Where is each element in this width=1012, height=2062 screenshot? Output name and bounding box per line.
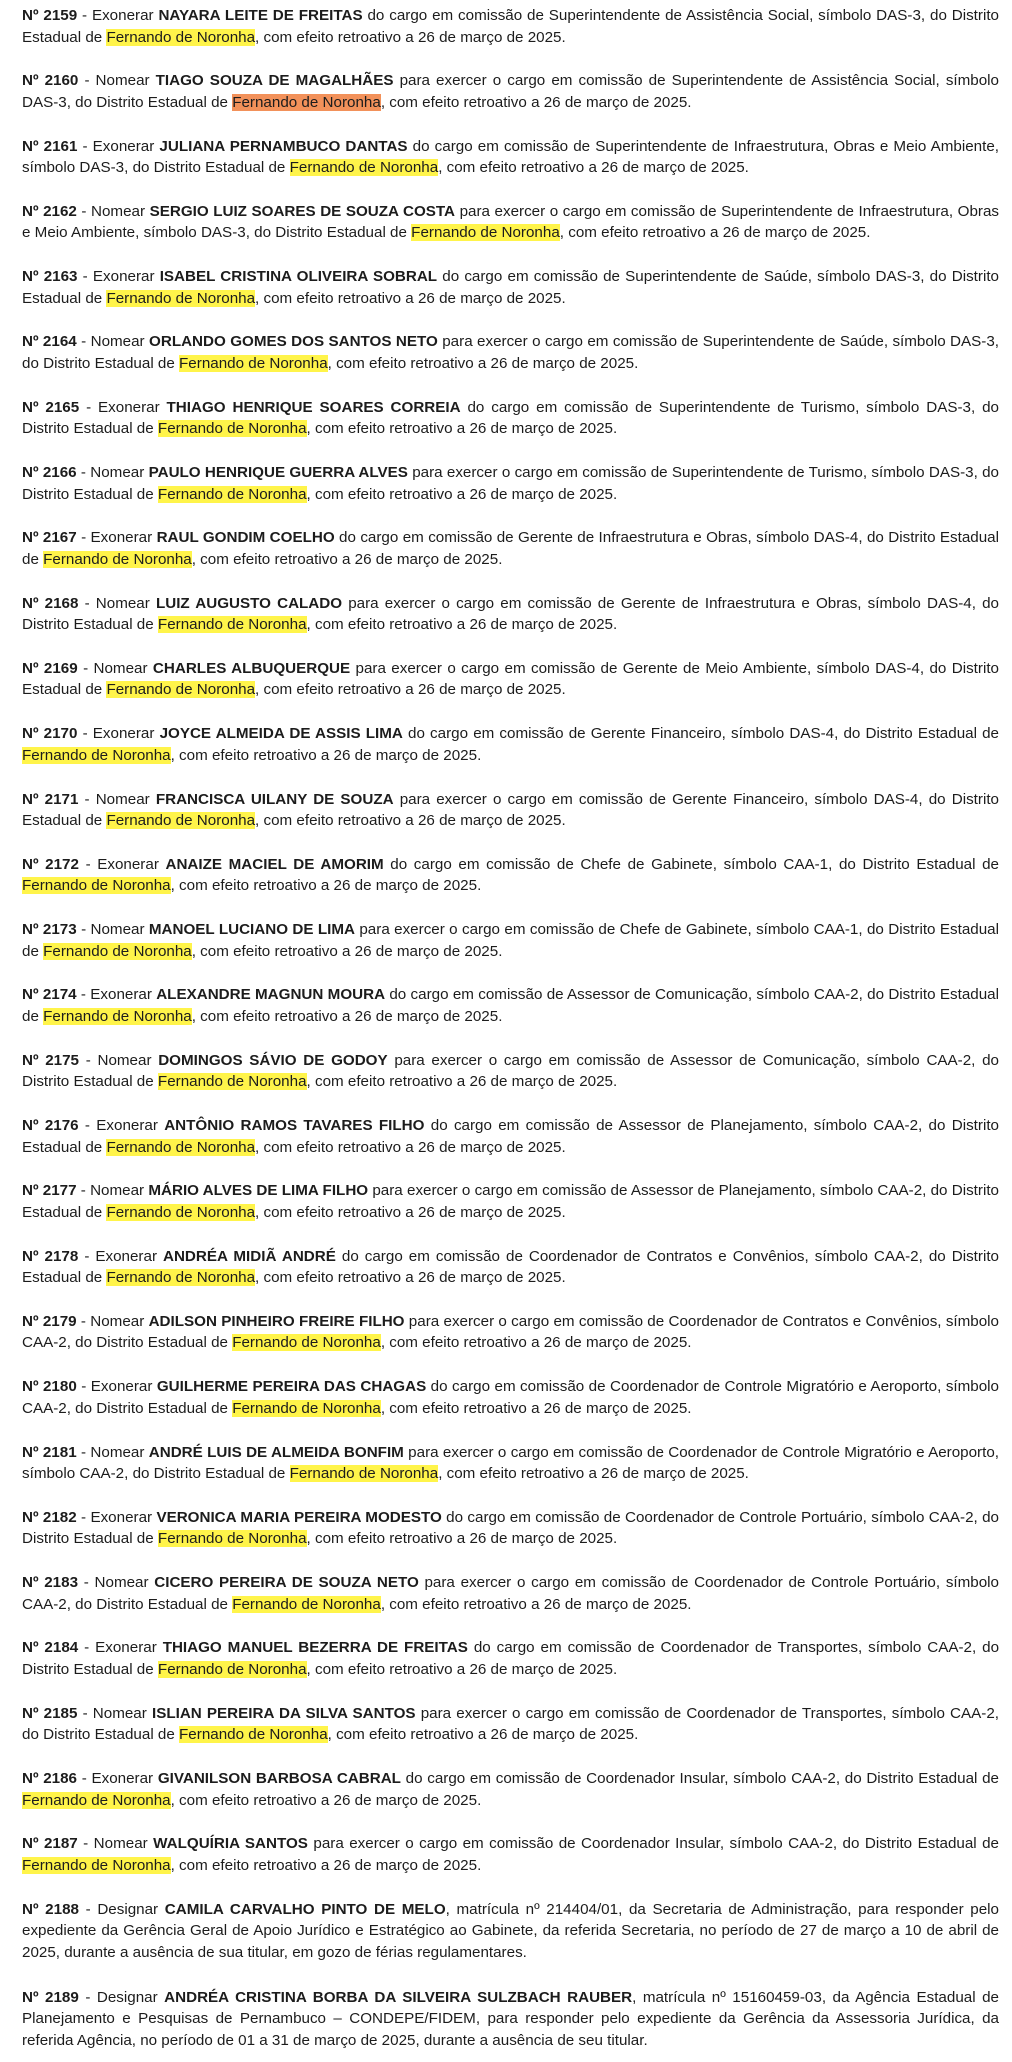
person-name: ANDRÉA CRISTINA BORBA DA SILVEIRA SULZBACH RAUBER: [164, 1988, 633, 2006]
person-name: GIVANILSON BARBOSA CABRAL: [157, 1770, 401, 1788]
person-name: LUIZ AUGUSTO CALADO: [155, 594, 343, 612]
highlighted-place: Fernando de Noronha: [22, 746, 171, 764]
entry-action: - Nomear: [79, 1051, 159, 1069]
highlighted-place: Fernando de Noronha: [179, 1726, 328, 1744]
entry-text: do cargo em comissão de Gerente Financeiro, símbolo DAS-4, do Distrito Estadual de: [402, 725, 1000, 743]
decree-entry: [22, 658, 999, 701]
decree-entry: [22, 723, 999, 766]
entry-text-tail: , com efeito retroativo a 26 de março de 2025.: [191, 550, 503, 568]
highlighted-place: Fernando de Noronha: [179, 354, 328, 372]
person-name: TIAGO SOUZA DE MAGALHÃES: [155, 72, 394, 90]
entry-text: do cargo em comissão de Coordenador de Transportes, símbolo CAA-2, do Distrito Estadual de: [22, 1639, 1000, 1678]
entry-text: do cargo em comissão de Superintendente de Turismo, símbolo DAS-3, do Distrito Estadual de: [22, 398, 999, 438]
entry-action: - Nomear: [78, 594, 156, 612]
entry-text-tail: , com efeito retroativo a 26 de março de 2025.: [255, 1138, 566, 1156]
entry-number: Nº 2183: [22, 1574, 79, 1592]
entry-text-tail: , com efeito retroativo a 26 de março de 2025.: [170, 746, 482, 764]
decree-entry: [22, 331, 999, 374]
decree-entry: [22, 854, 999, 897]
person-name: ANAIZE MACIEL DE AMORIM: [165, 855, 384, 873]
entry-number: Nº 2175: [22, 1051, 80, 1069]
person-name: THIAGO MANUEL BEZERRA DE FREITAS: [162, 1639, 468, 1657]
entry-number: Nº 2169: [22, 659, 78, 677]
decree-entry: [22, 789, 999, 832]
entry-text: para exercer o cargo em comissão de Gerente de Meio Ambiente, símbolo DAS-4, do Distrito Estadual de: [22, 659, 999, 699]
entry-action: - Nomear: [78, 72, 156, 90]
decree-entry: [22, 1115, 999, 1158]
person-name: WALQUÍRIA SANTOS: [153, 1835, 308, 1853]
decree-entry: [22, 527, 999, 570]
highlighted-place: Fernando de Noronha: [232, 1399, 381, 1417]
highlighted-place: Fernando de Noronha: [106, 1138, 256, 1156]
entry-text-tail: , com efeito retroativo a 26 de março de 2025.: [255, 1203, 566, 1221]
entry-text: para exercer o cargo em comissão de Coordenador de Controle Migratório e Aeroporto, símbolo CAA-2, do Distrito Estadual de: [22, 1443, 999, 1483]
person-name: DOMINGOS SÁVIO DE GODOY: [158, 1051, 388, 1069]
person-name: PAULO HENRIQUE GUERRA ALVES: [148, 464, 408, 482]
entry-text-tail: , com efeito retroativo a 26 de março de 2025.: [255, 681, 566, 699]
entry-action: - Exonerar: [79, 398, 167, 416]
person-name: FRANCISCA UILANY DE SOUZA: [155, 790, 394, 808]
entry-text-tail: , com efeito retroativo a 26 de março de 2025.: [438, 1465, 749, 1483]
decree-entry: [22, 1833, 999, 1876]
person-name: ANDRÉA MIDIÃ ANDRÉ: [163, 1247, 336, 1265]
entry-text-tail: , com efeito retroativo a 26 de março de 2025.: [380, 1595, 692, 1613]
decree-entry: [22, 593, 999, 636]
entry-number: Nº 2171: [22, 790, 79, 808]
highlighted-place: Fernando de Noronha: [289, 159, 439, 177]
decree-entry: [22, 1180, 999, 1223]
person-name: CICERO PEREIRA DE SOUZA NETO: [154, 1574, 419, 1592]
entry-action: - Nomear: [76, 1182, 149, 1200]
entry-number: Nº 2165: [22, 398, 80, 416]
entry-number: Nº 2184: [22, 1639, 79, 1657]
entry-action: - Nomear: [76, 1312, 149, 1330]
entry-number: Nº 2189: [22, 1988, 79, 2006]
highlighted-place: Fernando de Noronha: [43, 942, 192, 960]
entry-number: Nº 2172: [22, 855, 79, 873]
person-name: NAYARA LEITE DE FREITAS: [158, 7, 363, 24]
person-name: ISLIAN PEREIRA DA SILVA SANTOS: [151, 1704, 416, 1722]
person-name: GUILHERME PEREIRA DAS CHAGAS: [156, 1378, 427, 1396]
entry-text: do cargo em comissão de Coordenador de Controle Migratório e Aeroporto, símbolo CAA-2, do Distrito Estadual de: [22, 1378, 999, 1417]
entry-text: para exercer o cargo em comissão de Coordenador de Controle Portuário, símbolo CAA-2, do Distrito Estadual de: [22, 1574, 999, 1613]
entry-text-tail: , com efeito retroativo a 26 de março de 2025.: [255, 289, 566, 307]
entry-number: Nº 2173: [22, 921, 77, 939]
entry-number: Nº 2185: [22, 1704, 78, 1722]
highlighted-place: Fernando de Noronha: [157, 420, 307, 438]
decree-entry: [22, 1987, 999, 2052]
entry-text: do cargo em comissão de Superintendente de Saúde, símbolo DAS-3, do Distrito Estadual de: [22, 268, 999, 307]
entry-number: Nº 2162: [22, 202, 77, 220]
entry-text: , matrícula nº 214404/01, da Secretaria de Administração, para responder pelo expediente da Gerência Geral de Apoio Jurídico e Estratégico ao Gabinete, da referida Secretaria, no período de 27 de março a 10 de abril de 2025, durante a ausência de sua titular, em gozo de férias regulamentares.: [22, 1900, 999, 1961]
entry-action: - Exonerar: [76, 986, 157, 1004]
entry-number: Nº 2164: [22, 333, 77, 351]
entry-action: - Exonerar: [77, 1770, 158, 1788]
person-name: MÁRIO ALVES DE LIMA FILHO: [148, 1182, 369, 1200]
entry-number: Nº 2180: [22, 1378, 77, 1396]
entry-text: para exercer o cargo em comissão de Superintendente de Infraestrutura, Obras e Meio Ambiente, símbolo DAS-3, do Distrito Estadual de: [22, 202, 999, 242]
highlighted-place: Fernando de Noronha: [157, 485, 307, 503]
decree-entry: [22, 1637, 999, 1680]
entry-action: - Exonerar: [77, 268, 160, 286]
entry-text-tail: , com efeito retroativo a 26 de março de 2025.: [255, 28, 566, 46]
entry-text: para exercer o cargo em comissão de Gerente de Infraestrutura e Obras, símbolo DAS-4, do Distrito Estadual de: [22, 594, 999, 634]
entry-text: do cargo em comissão de Assessor de Comunicação, símbolo CAA-2, do Distrito Estadual de: [22, 986, 999, 1025]
person-name: JOYCE ALMEIDA DE ASSIS LIMA: [159, 725, 403, 743]
person-name: ANTÔNIO RAMOS TAVARES FILHO: [164, 1117, 425, 1135]
highlighted-place: Fernando de Noronha: [22, 877, 171, 895]
entry-action: - Nomear: [78, 790, 156, 808]
entry-number: Nº 2187: [22, 1835, 78, 1853]
entry-text-tail: , com efeito retroativo a 26 de março de 2025.: [380, 1399, 692, 1417]
entry-text: do cargo em comissão de Superintendente de Assistência Social, símbolo DAS-3, do Distrito Estadual de: [22, 7, 999, 46]
entry-text-tail: , com efeito retroativo a 26 de março de 2025.: [306, 1073, 618, 1091]
decree-entry: [22, 1768, 999, 1811]
person-name: JULIANA PERNAMBUCO DANTAS: [159, 137, 408, 155]
entry-action: - Nomear: [76, 333, 150, 351]
entry-number: Nº 2159: [22, 7, 78, 24]
highlighted-place: Fernando de Noronha: [106, 28, 256, 46]
decree-entry: [22, 1572, 999, 1615]
decree-entry: [22, 1376, 999, 1419]
decree-entry: [22, 919, 999, 962]
entry-text-tail: , com efeito retroativo a 26 de março de 2025.: [306, 1530, 618, 1548]
entry-text: para exercer o cargo em comissão de Chefe de Gabinete, símbolo CAA-1, do Distrito Estadual de: [22, 921, 999, 960]
entry-text: para exercer o cargo em comissão de Superintendente de Saúde, símbolo DAS-3, do Distrito Estadual de: [22, 333, 999, 372]
entry-text: para exercer o cargo em comissão de Coordenador Insular, símbolo CAA-2, do Distrito Estadual de: [307, 1835, 999, 1853]
entry-action: - Nomear: [78, 1574, 155, 1592]
decree-entry: [22, 1703, 999, 1746]
person-name: ALEXANDRE MAGNUN MOURA: [156, 986, 386, 1004]
highlighted-place: Fernando de Noronha: [43, 550, 192, 568]
entry-text-tail: , com efeito retroativo a 26 de março de 2025.: [191, 1007, 503, 1025]
entry-text-tail: , com efeito retroativo a 26 de março de 2025.: [438, 159, 749, 177]
entry-text-tail: , com efeito retroativo a 26 de março de 2025.: [170, 1791, 482, 1809]
entry-number: Nº 2186: [22, 1770, 78, 1788]
highlighted-place: Fernando de Noronha: [106, 1203, 256, 1221]
highlighted-place: Fernando de Noronha: [289, 1465, 439, 1483]
entry-number: Nº 2178: [22, 1247, 79, 1265]
decree-entry: [22, 70, 999, 113]
entry-number: Nº 2160: [22, 72, 79, 90]
person-name: ORLANDO GOMES DOS SANTOS NETO: [149, 333, 438, 351]
highlighted-place: Fernando de Noronha: [232, 1595, 381, 1613]
decree-entry: [22, 201, 999, 244]
entry-text-tail: , com efeito retroativo a 26 de março de 2025.: [170, 1856, 482, 1874]
decree-entry: [22, 1050, 999, 1093]
highlighted-place: Fernando de Noronha: [22, 1856, 171, 1874]
decree-entry: [22, 1311, 999, 1354]
entry-number: Nº 2161: [22, 137, 78, 155]
entry-action: - Nomear: [77, 1704, 152, 1722]
entry-action: - Exonerar: [78, 1117, 165, 1135]
highlighted-place: Fernando de Noronha: [106, 681, 256, 699]
entry-text: , matrícula nº 15160459-03, da Agência Estadual de Planejamento e Pesquisas de Pernambuco – CONDEPE/FIDEM, para responder pelo expediente da Gerência da Assessoria Jurídica, da referida Agência, no período de 01 a 31 de março de 2025, durante a ausência de seu titular.: [22, 1988, 999, 2049]
entry-text: para exercer o cargo em comissão de Superintendente de Assistência Social, símbolo DAS-3, do Distrito Estadual de: [22, 72, 999, 111]
entry-text: do cargo em comissão de Superintendente de Infraestrutura, Obras e Meio Ambiente, símbolo DAS-3, do Distrito Estadual de: [22, 137, 1000, 177]
entry-text-tail: , com efeito retroativo a 26 de março de 2025.: [559, 224, 871, 242]
highlighted-place: Fernando de Noronha: [43, 1007, 192, 1025]
decree-entry: [22, 1899, 999, 1964]
entry-text-tail: , com efeito retroativo a 26 de março de 2025.: [306, 420, 618, 438]
decree-entry: [22, 462, 999, 505]
entry-action: - Nomear: [76, 202, 150, 220]
entry-text: do cargo em comissão de Coordenador de Contratos e Convênios, símbolo CAA-2, do Distrito Estadual de: [22, 1247, 999, 1287]
highlighted-place: Fernando de Noronha: [22, 1791, 171, 1809]
entry-action: - Exonerar: [78, 1639, 163, 1657]
decree-entry: [22, 136, 999, 179]
highlighted-place: Fernando de Noronha: [157, 616, 307, 634]
highlighted-place: Fernando de Noronha: [157, 1530, 307, 1548]
decree-entry: [22, 1442, 999, 1485]
entry-action: - Designar: [78, 1900, 165, 1918]
entry-text: para exercer o cargo em comissão de Coordenador de Transportes, símbolo CAA-2, do Distrito Estadual de: [22, 1704, 1000, 1744]
entry-text: para exercer o cargo em comissão de Assessor de Planejamento, símbolo CAA-2, do Distrito Estadual de: [22, 1182, 999, 1221]
person-name: SERGIO LUIZ SOARES DE SOUZA COSTA: [149, 202, 456, 220]
entry-number: Nº 2177: [22, 1182, 77, 1200]
entry-action: - Exonerar: [76, 1508, 157, 1526]
decree-entry: [22, 266, 999, 309]
decree-entry: [22, 984, 999, 1027]
person-name: MANOEL LUCIANO DE LIMA: [148, 921, 355, 939]
entry-number: Nº 2168: [22, 594, 79, 612]
entry-number: Nº 2181: [22, 1443, 77, 1461]
entry-text: do cargo em comissão de Coordenador de Controle Portuário, símbolo CAA-2, do Distrito Estadual de: [22, 1508, 999, 1548]
entry-text-tail: , com efeito retroativo a 26 de março de 2025.: [327, 1726, 639, 1744]
entry-action: - Exonerar: [77, 7, 159, 24]
decree-entry: [22, 1507, 999, 1550]
entry-text: para exercer o cargo em comissão de Gerente Financeiro, símbolo DAS-4, do Distrito Estadual de: [22, 790, 999, 830]
entry-number: Nº 2182: [22, 1508, 77, 1526]
entry-number: Nº 2167: [22, 529, 77, 547]
entry-text: do cargo em comissão de Chefe de Gabinete, símbolo CAA-1, do Distrito Estadual de: [383, 855, 999, 873]
entry-number: Nº 2163: [22, 268, 78, 286]
entry-text-tail: , com efeito retroativo a 26 de março de 2025.: [306, 616, 618, 634]
highlighted-place: Fernando de Noronha: [411, 224, 560, 242]
entry-action: - Exonerar: [76, 1378, 157, 1396]
highlighted-place: Fernando de Noronha: [106, 812, 256, 830]
entry-action: - Exonerar: [76, 529, 157, 547]
person-name: VERONICA MARIA PEREIRA MODESTO: [156, 1508, 442, 1526]
entry-action: - Nomear: [76, 921, 149, 939]
decree-entry: [22, 5, 999, 48]
highlighted-place: Fernando de Noronha: [157, 1660, 307, 1678]
person-name: ISABEL CRISTINA OLIVEIRA SOBRAL: [159, 268, 438, 286]
entry-action: - Exonerar: [78, 1247, 163, 1265]
highlighted-place: Fernando de Noronha: [157, 1073, 307, 1091]
entry-text: para exercer o cargo em comissão de Superintendente de Turismo, símbolo DAS-3, do Distrito Estadual de: [22, 464, 1000, 503]
entry-text: para exercer o cargo em comissão de Assessor de Comunicação, símbolo CAA-2, do Distrito Estadual de: [22, 1051, 999, 1091]
person-name: CAMILA CARVALHO PINTO DE MELO: [164, 1900, 446, 1918]
person-name: ANDRÉ LUIS DE ALMEIDA BONFIM: [148, 1443, 404, 1461]
entry-text-tail: , com efeito retroativo a 26 de março de 2025.: [306, 485, 618, 503]
entry-text: do cargo em comissão de Coordenador Insular, símbolo CAA-2, do Distrito Estadual de: [400, 1770, 999, 1788]
entry-number: Nº 2188: [22, 1900, 79, 1918]
highlighted-place: Fernando de Noronha: [106, 289, 256, 307]
entry-text-tail: , com efeito retroativo a 26 de março de 2025.: [380, 1334, 692, 1352]
entry-text-tail: , com efeito retroativo a 26 de março de 2025.: [306, 1660, 618, 1678]
entry-action: - Nomear: [77, 659, 153, 677]
entry-text-tail: , com efeito retroativo a 26 de março de 2025.: [170, 877, 482, 895]
highlighted-place: Fernando de Noronha: [232, 1334, 381, 1352]
entry-action: - Exonerar: [77, 137, 160, 155]
entry-text-tail: , com efeito retroativo a 26 de março de 2025.: [380, 93, 692, 111]
person-name: THIAGO HENRIQUE SOARES CORREIA: [166, 398, 461, 416]
entry-action: - Exonerar: [78, 855, 166, 873]
person-name: ADILSON PINHEIRO FREIRE FILHO: [148, 1312, 405, 1330]
entry-number: Nº 2174: [22, 986, 77, 1004]
person-name: CHARLES ALBUQUERQUE: [152, 659, 351, 677]
entry-number: Nº 2179: [22, 1312, 77, 1330]
decree-entry: [22, 1246, 999, 1289]
entry-text-tail: , com efeito retroativo a 26 de março de 2025.: [255, 1269, 566, 1287]
entry-action: - Nomear: [76, 464, 149, 482]
entry-text: para exercer o cargo em comissão de Coordenador de Contratos e Convênios, símbolo CAA-2, do Distrito Estadual de: [22, 1312, 999, 1352]
decree-entry: [22, 397, 999, 440]
entry-text-tail: , com efeito retroativo a 26 de março de 2025.: [191, 942, 503, 960]
entry-action: - Exonerar: [77, 725, 160, 743]
highlighted-place: Fernando de Noronha: [232, 93, 381, 111]
entry-text: do cargo em comissão de Assessor de Planejamento, símbolo CAA-2, do Distrito Estadual de: [22, 1117, 999, 1156]
person-name: RAUL GONDIM COELHO: [156, 529, 335, 547]
entry-action: - Designar: [78, 1988, 165, 2006]
entry-number: Nº 2166: [22, 464, 77, 482]
entry-text-tail: , com efeito retroativo a 26 de março de 2025.: [327, 354, 639, 372]
entry-number: Nº 2170: [22, 725, 78, 743]
highlighted-place: Fernando de Noronha: [106, 1269, 256, 1287]
entry-text-tail: , com efeito retroativo a 26 de março de 2025.: [255, 812, 566, 830]
entry-number: Nº 2176: [22, 1117, 79, 1135]
entry-action: - Nomear: [76, 1443, 149, 1461]
entry-text: do cargo em comissão de Gerente de Infraestrutura e Obras, símbolo DAS-4, do Distrito Estadual de: [22, 529, 1000, 568]
entry-action: - Nomear: [77, 1835, 154, 1853]
